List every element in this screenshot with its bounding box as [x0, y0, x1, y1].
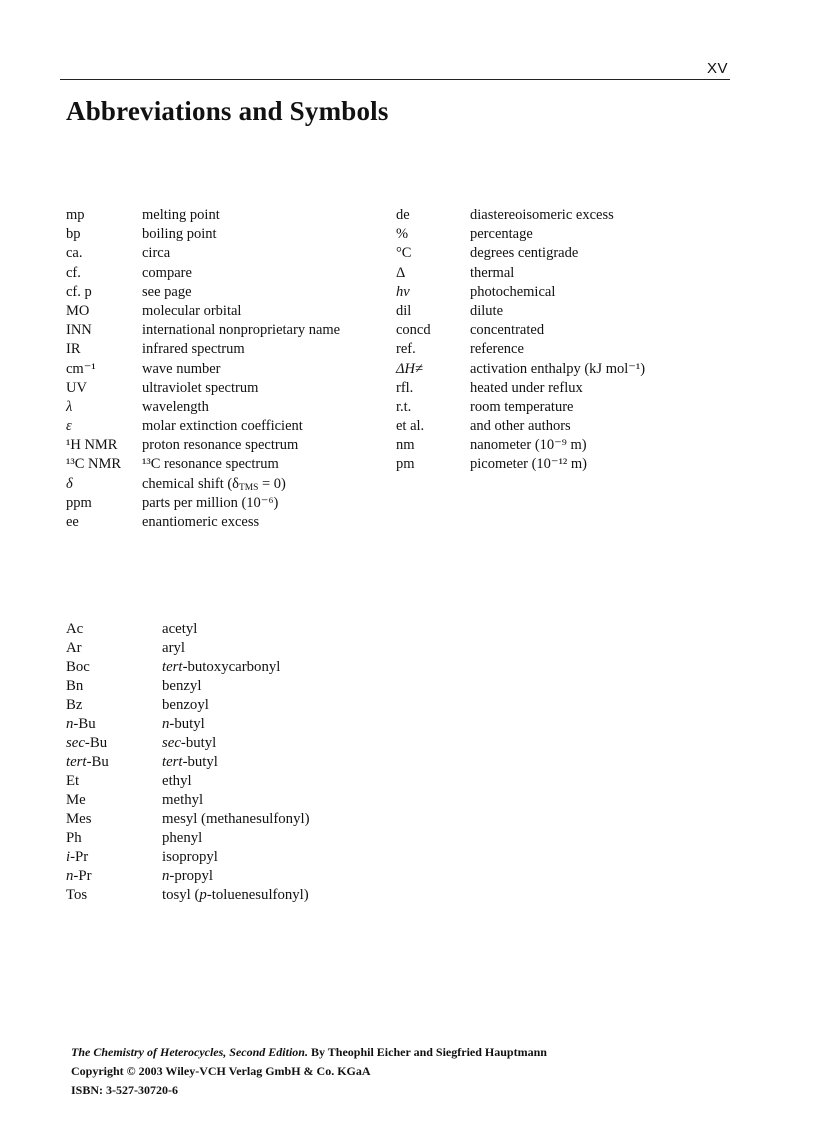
abbreviation: ¹H NMR — [66, 437, 118, 454]
abbreviation: ca. — [66, 245, 83, 262]
abbreviation: ¹³C NMR — [66, 456, 122, 473]
definition: isopropyl — [162, 849, 218, 865]
abbreviation: Ph — [66, 830, 82, 846]
definition: and other authors — [470, 418, 571, 435]
definition: acetyl — [162, 621, 198, 637]
definition: proton resonance spectrum — [142, 437, 299, 454]
abbreviation: ee — [66, 514, 79, 530]
abbreviation: IR — [66, 341, 81, 358]
definition: international nonproprietary name — [142, 322, 341, 339]
definition: tert-butoxycarbonyl — [162, 659, 281, 675]
definition: parts per million (10⁻⁶) — [142, 494, 279, 511]
definition: ultraviolet spectrum — [142, 379, 259, 396]
abbreviation: Ar — [66, 640, 82, 656]
definition: tert-butyl — [162, 754, 218, 770]
abbreviation: ppm — [66, 494, 92, 511]
abbreviation: et al. — [396, 418, 425, 435]
definition: benzyl — [162, 678, 202, 694]
definition: ¹³C resonance spectrum — [142, 456, 279, 473]
definition: phenyl — [162, 830, 203, 846]
definition: chemical shift $(\delta_{TMS} = 0)$ — [142, 475, 286, 493]
abbreviation: bp — [66, 226, 81, 243]
abbreviation: ΔH≠ — [396, 360, 423, 377]
definition: heated under reflux — [470, 379, 583, 396]
abbreviation: i-Pr — [66, 849, 89, 865]
definition: wavelength — [142, 398, 209, 415]
abbreviation: Bn — [66, 678, 84, 694]
definition: benzoyl — [162, 697, 209, 713]
abbreviation: INN — [66, 322, 92, 339]
definition: enantiomeric excess — [142, 514, 260, 530]
definition: n-butyl — [162, 716, 205, 732]
abbreviation: Et — [66, 773, 80, 789]
abbreviation: hν — [396, 283, 410, 300]
definition: mesyl (methanesulfonyl) — [162, 811, 310, 827]
abbreviation: de — [396, 207, 410, 223]
definition: room temperature — [470, 398, 574, 415]
definition: tosyl (p-toluenesulfonyl) — [162, 887, 309, 903]
abbreviation: cm⁻¹ — [66, 360, 96, 377]
definition: aryl — [162, 640, 186, 656]
definition: thermal — [470, 264, 515, 281]
copyright-footer — [71, 1043, 547, 1100]
definition: activation enthalpy (kJ mol⁻¹) — [470, 360, 646, 377]
abbreviation: pm — [396, 456, 415, 473]
definition: picometer (10⁻¹² m) — [470, 456, 588, 473]
abbreviation: °C — [396, 245, 412, 262]
abbreviation: ε — [66, 418, 72, 435]
definition: molecular orbital — [142, 302, 242, 319]
abbreviation: n-Pr — [66, 868, 92, 884]
definition: ethyl — [162, 773, 192, 789]
definition: percentage — [470, 226, 533, 243]
isbn-line: ISBN: 3-527-30720-6 — [71, 1083, 178, 1097]
abbreviation: sec-Bu — [66, 735, 108, 751]
definition: degrees centigrade — [470, 245, 579, 262]
definition: diastereoisomeric excess — [470, 207, 614, 223]
abbreviation: nm — [396, 437, 415, 454]
definition: circa — [142, 245, 171, 262]
page-title: Abbreviations and Symbols — [66, 96, 389, 126]
abbreviation: dil — [396, 302, 412, 319]
definition: compare — [142, 264, 192, 281]
abbreviation: cf. p — [66, 283, 92, 300]
abbreviation: Ac — [66, 621, 84, 637]
definition: reference — [470, 341, 524, 358]
abbreviation: % — [396, 226, 409, 243]
abbreviation: concd — [396, 322, 431, 339]
abbreviation: ref. — [396, 341, 416, 358]
definition: methyl — [162, 792, 204, 808]
definition: wave number — [142, 360, 221, 377]
definition: sec-butyl — [162, 735, 217, 751]
abbreviation: mp — [66, 207, 85, 223]
definition: concentrated — [470, 322, 545, 339]
definition: nanometer (10⁻⁹ m) — [470, 437, 587, 454]
definition: see page — [142, 283, 192, 300]
definition: boiling point — [142, 226, 217, 243]
copyright-line: Copyright © 2003 Wiley-VCH Verlag GmbH & Co. KGaA — [71, 1064, 371, 1078]
definition: molar extinction coefficient — [142, 418, 303, 435]
abbreviation: rfl. — [396, 379, 414, 396]
abbreviation: Me — [66, 792, 86, 808]
abbreviation: δ — [66, 475, 73, 492]
definition: melting point — [142, 207, 220, 223]
abbreviation: Boc — [66, 659, 90, 675]
abbreviation: Mes — [66, 811, 92, 827]
definition: infrared spectrum — [142, 341, 245, 358]
abbreviation: r.t. — [396, 398, 412, 415]
abbreviation: MO — [66, 302, 90, 319]
abbreviation: cf. — [66, 264, 81, 281]
page-number: XV — [706, 60, 728, 77]
abbreviation: tert-Bu — [66, 754, 109, 770]
abbreviation: Δ — [396, 264, 406, 281]
abbreviation: Bz — [66, 697, 83, 713]
definition: photochemical — [470, 283, 556, 300]
abbreviation: n-Bu — [66, 716, 96, 732]
abbreviation: UV — [66, 379, 87, 396]
header-rule — [60, 79, 730, 80]
book-citation: The Chemistry of Heterocycles, Second Edition. By Theophil Eicher and Siegfried Hauptmann — [71, 1045, 547, 1059]
abbreviation: Tos — [66, 887, 88, 903]
abbreviation: λ — [66, 398, 73, 415]
definition: dilute — [470, 302, 504, 319]
definition: n-propyl — [162, 868, 213, 884]
